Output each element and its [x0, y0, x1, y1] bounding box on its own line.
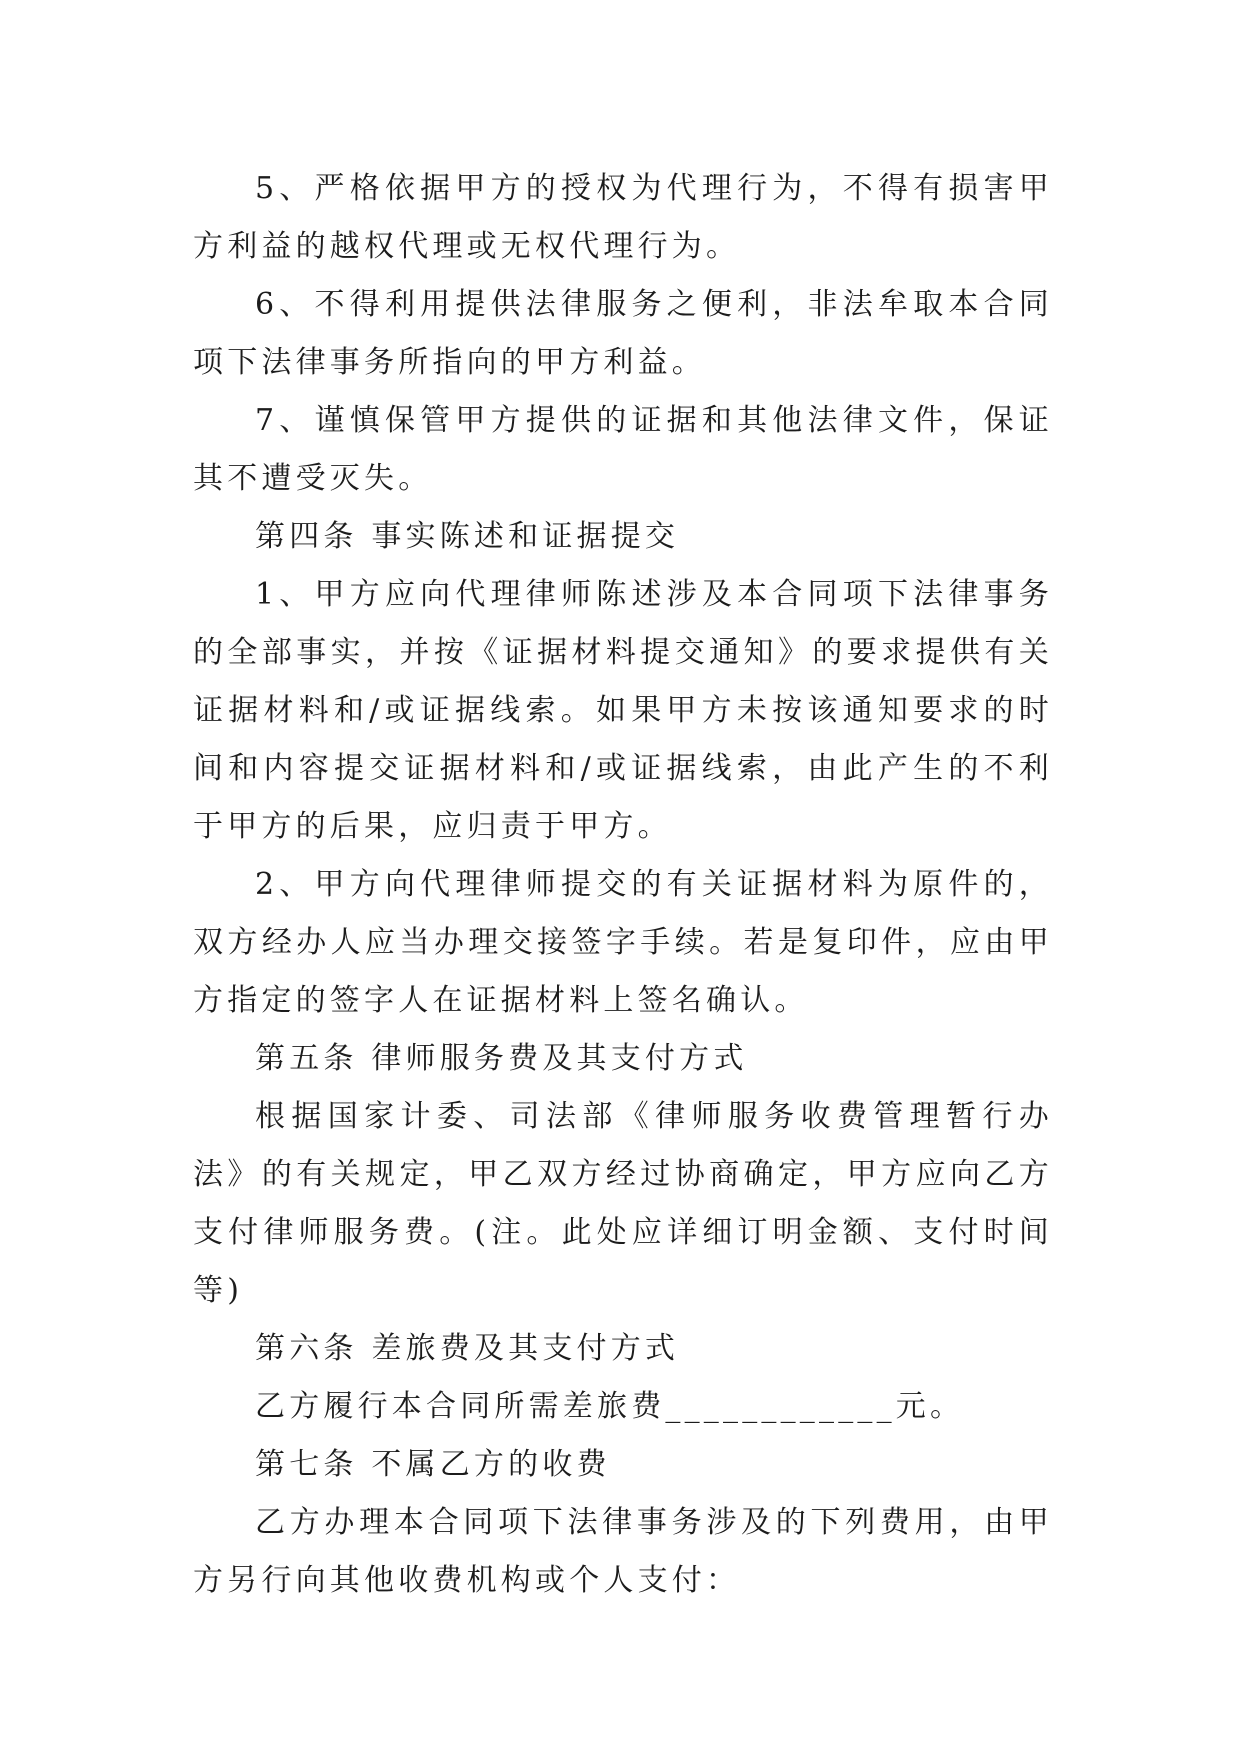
article-7-heading: 第七条 不属乙方的收费 — [255, 1447, 611, 1482]
article-6-body: 乙方履行本合同所需差旅费____________元。 — [255, 1389, 965, 1424]
article-4-heading: 第四条 事实陈述和证据提交 — [255, 519, 680, 554]
paragraph-item-6: 6、不得利用提供法律服务之便利，非法牟取本合同项下法律事务所指向的甲方利益。 — [193, 287, 1053, 380]
article-4-item-2: 2、甲方向代理律师提交的有关证据材料为原件的，双方经办人应当办理交接签字手续。若是复印件，应由甲方指定的签字人在证据材料上签名确认。 — [193, 867, 1053, 1018]
article-7-body: 乙方办理本合同项下法律事务涉及的下列费用，由甲方另行向其他收费机构或个人支付： — [193, 1505, 1053, 1598]
paragraph-item-5: 5、严格依据甲方的授权为代理行为，不得有损害甲方利益的越权代理或无权代理行为。 — [193, 171, 1053, 264]
article-4-item-1: 1、甲方应向代理律师陈述涉及本合同项下法律事务的全部事实，并按《证据材料提交通知》的要求提供有关证据材料和/或证据线索。如果甲方未按该通知要求的时间和内容提交证据材料和/或证据线索，由此产生的不利于甲方的后果，应归责于甲方。 — [193, 577, 1053, 844]
article-6-heading: 第六条 差旅费及其支付方式 — [255, 1331, 680, 1366]
paragraph-item-7: 7、谨慎保管甲方提供的证据和其他法律文件，保证其不遭受灭失。 — [193, 403, 1053, 496]
article-5-body: 根据国家计委、司法部《律师服务收费管理暂行办法》的有关规定，甲乙双方经过协商确定，甲方应向乙方支付律师服务费。(注。此处应详细订明金额、支付时间等) — [193, 1099, 1053, 1308]
document-body — [193, 160, 1053, 1610]
article-5-heading: 第五条 律师服务费及其支付方式 — [255, 1041, 748, 1076]
